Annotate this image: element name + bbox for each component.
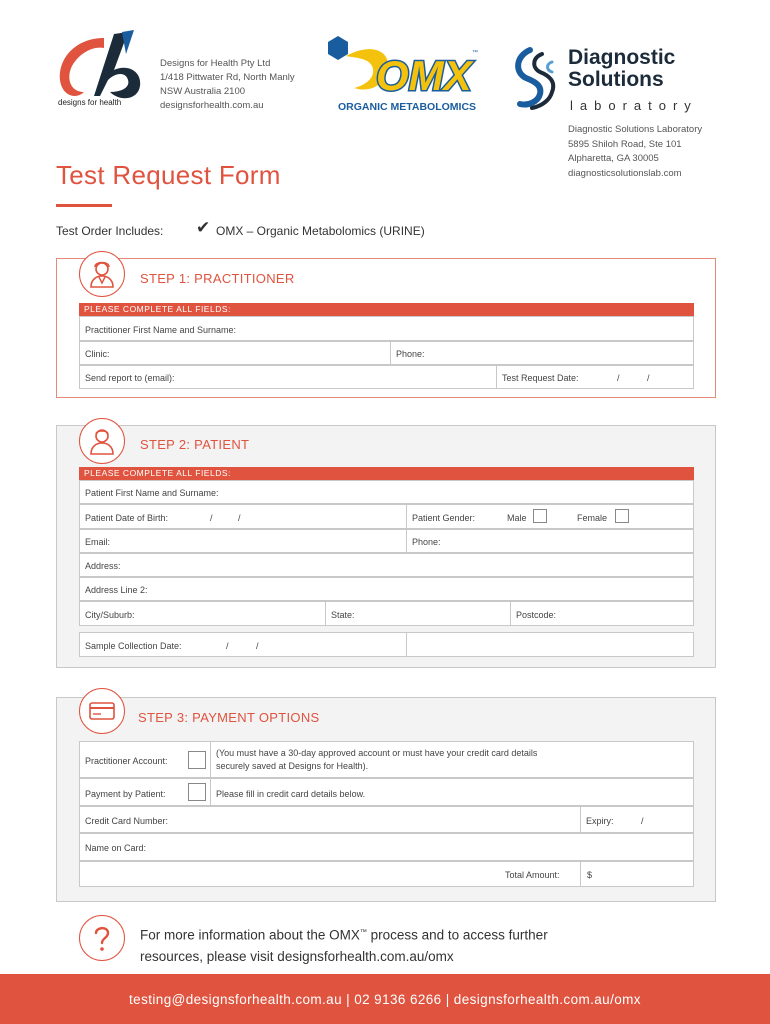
info-line2[interactable]: resources, please visit designsforhealth.com.au/omx (140, 948, 454, 964)
ds-address-line: diagnosticsolutionslab.com (568, 167, 682, 179)
info-line1 (140, 922, 660, 946)
practitioner-account-row (79, 741, 694, 778)
postcode-field[interactable] (510, 602, 557, 625)
email-phone-row (79, 529, 694, 553)
footer-bar (0, 974, 770, 1024)
info-line1-start: For more information about the OMX (140, 927, 360, 943)
omx-tagline: ORGANIC METABOLOMICS (338, 101, 477, 113)
ds-address (568, 123, 702, 181)
name-on-card-label: Name on Card: (85, 843, 147, 853)
practitioner-icon (79, 251, 125, 297)
footer-contact[interactable]: testing@designsforhealth.com.au | 02 9136 6266 | designsforhealth.com.au/omx (129, 991, 641, 1007)
date-slash: / (256, 641, 259, 651)
report-email-label: Send report to (email): (85, 373, 175, 383)
practitioner-name-field[interactable] (79, 316, 694, 341)
practitioner-name-label: Practitioner First Name and Surname: (85, 325, 237, 335)
state-label: State: (331, 610, 355, 620)
date-slash: / (226, 641, 229, 651)
expiry-label: Expiry: (586, 816, 614, 826)
collection-date-extra-field[interactable] (406, 633, 407, 656)
payment-patient-note (210, 779, 366, 805)
female-label: Female (577, 513, 608, 523)
patient-name-field[interactable] (79, 480, 694, 504)
male-checkbox[interactable] (533, 509, 547, 523)
clinic-label: Clinic: (85, 349, 110, 359)
patient-name-label: Patient First Name and Surname: (85, 488, 219, 498)
ds-address-line: Alpharetta, GA 30005 (568, 153, 659, 165)
date-slash: / (210, 513, 213, 523)
ds-title (568, 47, 675, 91)
date-slash: / (617, 373, 620, 383)
city-label: City/Suburb: (85, 610, 135, 620)
step3-section (56, 697, 716, 902)
practitioner-account-label: Practitioner Account: (85, 756, 168, 766)
info-line1-end: process and to access further (366, 927, 548, 943)
trademark: ™ (359, 929, 367, 936)
step1-section (56, 258, 716, 398)
address-label: Address: (85, 561, 121, 571)
collection-date-label: Sample Collection Date: (85, 641, 182, 651)
patient-gender-label: Patient Gender: (412, 513, 476, 523)
practitioner-note-line: securely saved at Designs for Health). (216, 761, 369, 771)
patient-note: Please fill in credit card details below. (216, 789, 366, 799)
dfh-address-line: Designs for Health Pty Ltd (160, 58, 271, 69)
title-underline (56, 204, 112, 207)
info-text (140, 922, 660, 967)
step2-title: STEP 2: PATIENT (140, 437, 250, 452)
email-date-row (79, 365, 694, 389)
payment-by-patient-row (79, 778, 694, 806)
ds-address-line: 5895 Shiloh Road, Ste 101 (568, 138, 682, 150)
payment-patient-label: Payment by Patient: (85, 789, 166, 799)
step1-title: STEP 1: PRACTITIONER (140, 271, 295, 286)
total-amount-field[interactable] (580, 862, 593, 886)
omx-logo (324, 32, 490, 116)
patient-gender-field (406, 505, 608, 528)
diagnostic-solutions-logo (512, 46, 574, 112)
date-slash: / (238, 513, 241, 523)
step1-band: PLEASE COMPLETE ALL FIELDS: (79, 303, 694, 316)
practitioner-account-checkbox[interactable] (188, 751, 206, 769)
dfh-address-line: NSW Australia 2100 (160, 86, 246, 97)
expiry-field[interactable] (580, 807, 644, 832)
dfh-address-line: 1/418 Pittwater Rd, North Manly (160, 72, 295, 83)
dfh-address-line: designsforhealth.com.au (160, 100, 264, 111)
ds-title-line: Diagnostic (568, 46, 676, 69)
svg-text:™: ™ (472, 50, 478, 56)
omx-logo-text: OMX (376, 52, 472, 99)
total-amount-row (79, 861, 694, 887)
payment-patient-checkbox[interactable] (188, 783, 206, 801)
total-amount-label: Total Amount: (505, 870, 560, 880)
female-checkbox[interactable] (615, 509, 629, 523)
date-slash: / (641, 816, 644, 826)
step2-section (56, 425, 716, 668)
order-value: OMX – Organic Metabolomics (URINE) (216, 224, 425, 238)
test-request-date-field[interactable] (496, 366, 650, 388)
practitioner-phone-field[interactable] (390, 342, 425, 364)
practitioner-phone-label: Phone: (396, 349, 425, 359)
patient-dob-label: Patient Date of Birth: (85, 513, 169, 523)
practitioner-note-line: (You must have a 30-day approved account or must have your credit card details (216, 748, 538, 758)
dob-gender-row (79, 504, 694, 529)
dfh-logo-text: designs for health (58, 98, 122, 107)
name-on-card-field[interactable] (79, 833, 694, 861)
card-number-label: Credit Card Number: (85, 816, 169, 826)
patient-email-label: Email: (85, 537, 111, 547)
page-title: Test Request Form (56, 160, 281, 190)
step2-band: PLEASE COMPLETE ALL FIELDS: (79, 467, 694, 480)
ds-subtitle: laboratory (570, 98, 698, 113)
order-label: Test Order Includes: (56, 224, 164, 238)
state-field[interactable] (325, 602, 355, 625)
patient-icon (79, 418, 125, 464)
address-line2-label: Address Line 2: (85, 585, 148, 595)
credit-card-icon (79, 688, 125, 734)
address-line2-field[interactable] (79, 577, 694, 601)
patient-phone-field[interactable] (406, 530, 441, 552)
card-number-row (79, 806, 694, 833)
male-label: Male (507, 513, 527, 523)
ds-address-line: Diagnostic Solutions Laboratory (568, 124, 703, 135)
city-state-postcode-row (79, 601, 694, 626)
ds-title-line: Solutions (568, 68, 664, 91)
test-request-date-label: Test Request Date: (502, 373, 579, 383)
practitioner-account-note (210, 742, 538, 777)
step3-title: STEP 3: PAYMENT OPTIONS (138, 710, 320, 725)
date-slash: / (647, 373, 650, 383)
checkmark-icon: ✔ (196, 218, 211, 237)
address-field[interactable] (79, 553, 694, 577)
patient-phone-label: Phone: (412, 537, 441, 547)
dfh-address (160, 57, 295, 113)
currency-symbol: $ (587, 870, 593, 880)
clinic-phone-row (79, 341, 694, 365)
collection-date-row (79, 632, 694, 657)
postcode-label: Postcode: (516, 610, 557, 620)
question-icon (79, 915, 125, 961)
